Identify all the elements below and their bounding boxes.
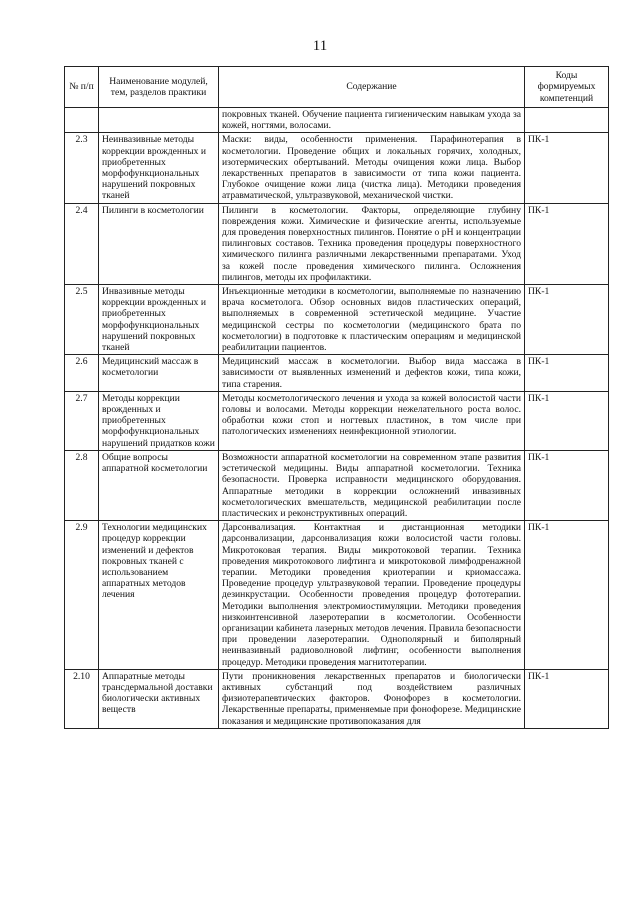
header-codes: Коды формируемых компетенций <box>525 67 609 108</box>
row-module: Методы коррекции врожденных и приобретенных морфофункциональных нарушений придатков кожи <box>99 391 219 450</box>
row-content: Медицинский массаж в косметологии. Выбор вида массажа в зависимости от выявленных изменений и дефектов кожи, типа кожи, типа старения. <box>219 355 525 392</box>
table-header-row <box>65 67 609 108</box>
row-number: 2.5 <box>65 285 99 355</box>
row-code: ПК-1 <box>525 285 609 355</box>
header-content: Содержание <box>219 67 525 108</box>
row-code: ПК-1 <box>525 450 609 520</box>
header-module: Наименование модулей, тем, разделов практики <box>99 67 219 108</box>
row-content: Пути проникновения лекарственных препаратов и биологически активных субстанций под воздействием различных физиотерапевтических факторов. Фонофорез в косметологии. Лекарственные препараты, применяемые при фонофорезе. Медицинские показания и медицинские противопоказания для <box>219 669 525 728</box>
table-row <box>65 669 609 728</box>
table-row <box>65 133 609 203</box>
table-row <box>65 521 609 670</box>
row-module: Пилинги в косметологии <box>99 203 219 284</box>
table-row <box>65 450 609 520</box>
header-number: № п/п <box>65 67 99 108</box>
table-row <box>65 355 609 392</box>
page-number: 11 <box>312 38 328 54</box>
row-number: 2.10 <box>65 669 99 728</box>
row-code: ПК-1 <box>525 391 609 450</box>
row-code: ПК-1 <box>525 355 609 392</box>
row-number: 2.6 <box>65 355 99 392</box>
row-code: ПК-1 <box>525 669 609 728</box>
row-module: Неинвазивные методы коррекции врожденных и приобретенных морфофункциональных нарушений покровных тканей <box>99 133 219 203</box>
row-number: 2.3 <box>65 133 99 203</box>
row-content: Инъекционные методики в косметологии, выполняемые по назначению врача косметолога. Обзор основных видов пластических операций, выполняемых в современной эстетической медицине. Участие медицинской сестры по косметологии (медицинского брата по косметологии) в подготовке к пластическим операциям и медицинской реабилитации пациентов. <box>219 285 525 355</box>
row-code: ПК-1 <box>525 133 609 203</box>
row-number: 2.8 <box>65 450 99 520</box>
row-content: Возможности аппаратной косметологии на современном этапе развития эстетической медицины. Виды аппаратной косметологии. Техника безопасности. Проверка исправности медицинского оборудования. Аппаратные методики в коррекции осложнений инвазивных косметологических вмешательств, медицинской реабилитации после пластических и реконструктивных операций. <box>219 450 525 520</box>
row-module: Общие вопросы аппаратной косметологии <box>99 450 219 520</box>
row-content: Пилинги в косметологии. Факторы, определяющие глубину повреждения кожи. Химические и физические агенты, используемые для проведения поверхностных пилингов. Понятие о pH и концентрации пилинговых составов. Техника проведения процедуры поверхностного химического пилинга различными лекарственными препаратами. Уход за кожей после проведения химического пилинга. Осложнения пилингов, методы их профилактики. <box>219 203 525 284</box>
row-number: 2.9 <box>65 521 99 670</box>
table-row-continuation <box>65 108 609 133</box>
row-module: Медицинский массаж в косметологии <box>99 355 219 392</box>
curriculum-table <box>64 66 609 729</box>
row-code: ПК-1 <box>525 521 609 670</box>
row-content: Методы косметологического лечения и ухода за кожей волосистой части головы и волосами. Методы коррекции нежелательного роста волос. обработки кожи стоп и ногтевых пластинок, в том числе при патологических изменениях неинфекционной этиологии. <box>219 391 525 450</box>
row-content: Дарсонвализация. Контактная и дистанционная методики дарсонвализации, дарсонвализация кожи волосистой части головы. Микротоковая терапия. Виды микротоковой терапии. Техника проведения микротокового лифтинга и микротоковой лимфодренажной терапии. Методики проведения криотерапии и криомассажа. Проведение процедур ультразвуковой терапии. Проведение процедуры дезинкрустации. Особенности проведения процедур фототерапии. Методики выполнения электромиостимуляции. Методики проведения низкоинтенсивной лазеротерапии в косметологии. Особенности организации кабинета лазерных методов лечения. Правила безопасности при проведении лазеротерапии. Однополярный и биполярный неинвазивный радиоволновой лифтинг, особенности выполнения процедур. Методики проведения магнитотерапии. <box>219 521 525 670</box>
table-row <box>65 203 609 284</box>
row-module: Инвазивные методы коррекции врожденных и приобретенных морфофункциональных нарушений покровных тканей <box>99 285 219 355</box>
table-row <box>65 391 609 450</box>
row-module: Технологии медицинских процедур коррекции изменений и дефектов покровных тканей с использованием аппаратных методов лечения <box>99 521 219 670</box>
row-number: 2.4 <box>65 203 99 284</box>
row-module: Аппаратные методы трансдермальной доставки биологически активных веществ <box>99 669 219 728</box>
row-content: Маски: виды, особенности применения. Парафинотерапия в косметологии. Проведение общих и локальных горячих, холодных, изотермических обертываний. Методы очищения кожи лица. Выбор лекарственных препаратов в зависимости от типа кожи пациента. Глубокое очищение кожи лица (чистка лица). Методики проведения атравматической, ультразвуковой, механической чистки. <box>219 133 525 203</box>
row-content: покровных тканей. Обучение пациента гигиеническим навыкам ухода за кожей, ногтями, волосами. <box>219 108 525 133</box>
row-code: ПК-1 <box>525 203 609 284</box>
row-number: 2.7 <box>65 391 99 450</box>
table-row <box>65 285 609 355</box>
